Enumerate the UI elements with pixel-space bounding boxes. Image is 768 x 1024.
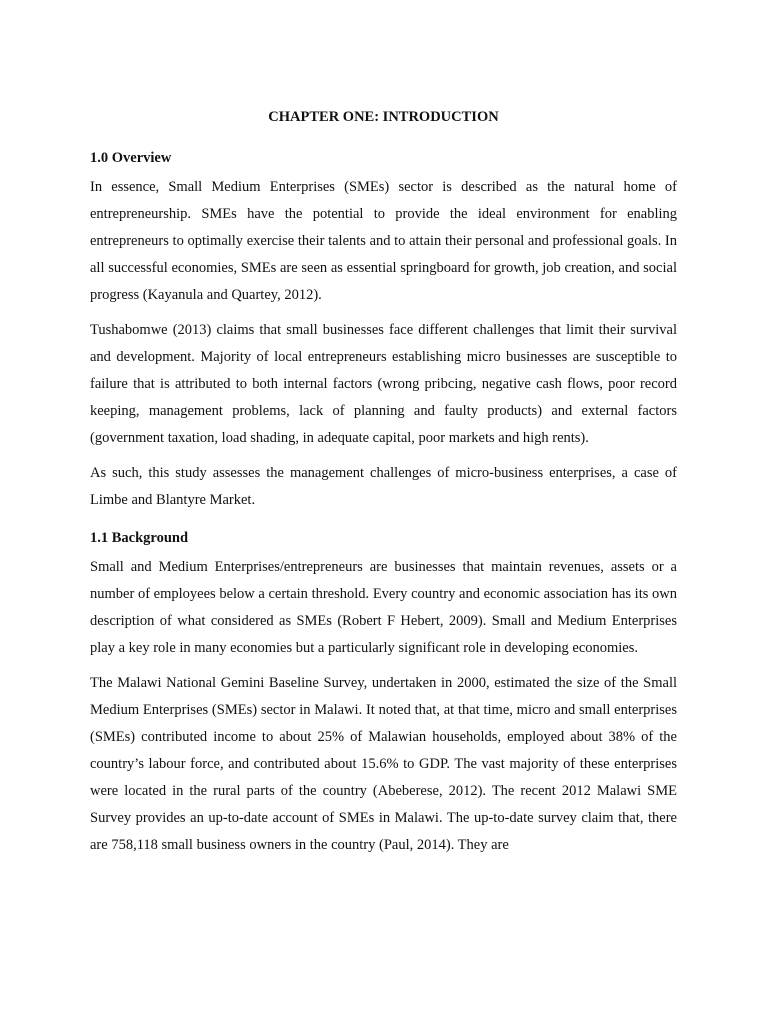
section-heading-overview: 1.0 Overview xyxy=(90,150,172,166)
paragraph: Tushabomwe (2013) claims that small businesses face different challenges that limit their survival and development. Majority of local entrepreneurs establishing micro businesses are susceptible to failure that is attributed to both internal factors (wrong pribcing, negative cash flows, poor record keeping, management problems, lack of planning and faulty products) and external factors (government taxation, load shading, in adequate capital, poor markets and high rents). xyxy=(90,322,677,446)
paragraph: The Malawi National Gemini Baseline Survey, undertaken in 2000, estimated the size of the Small Medium Enterprises (SMEs) sector in Malawi. It noted that, at that time, micro and small enterprises (SMEs) contributed income to about 25% of Malawian households, employed about 38% of the country’s labour force, and contributed about 15.6% to GDP. The vast majority of these enterprises were located in the rural parts of the country (Abeberese, 2012). The recent 2012 Malawi SME Survey provides an up-to-date account of SMEs in Malawi. The up-to-date survey claim that, there are 758,118 small business owners in the country (Paul, 2014). They are xyxy=(90,675,677,853)
chapter-title: CHAPTER ONE: INTRODUCTION xyxy=(268,109,499,125)
document-page xyxy=(90,107,677,867)
section-heading-background: 1.1 Background xyxy=(90,530,189,546)
paragraph: As such, this study assesses the management challenges of micro-business enterprises, a case of Limbe and Blantyre Market. xyxy=(90,465,677,508)
paragraph: In essence, Small Medium Enterprises (SMEs) sector is described as the natural home of entrepreneurship. SMEs have the potential to provide the ideal environment for enabling entrepreneurs to optimally exercise their talents and to attain their personal and professional goals. In all successful economies, SMEs are seen as essential springboard for growth, job creation, and social progress (Kayanula and Quartey, 2012). xyxy=(90,179,677,303)
paragraph: Small and Medium Enterprises/entrepreneurs are businesses that maintain revenues, assets or a number of employees below a certain threshold. Every country and economic association has its own description of what considered as SMEs (Robert F Hebert, 2009). Small and Medium Enterprises play a key role in many economies but a particularly significant role in developing economies. xyxy=(90,559,677,656)
